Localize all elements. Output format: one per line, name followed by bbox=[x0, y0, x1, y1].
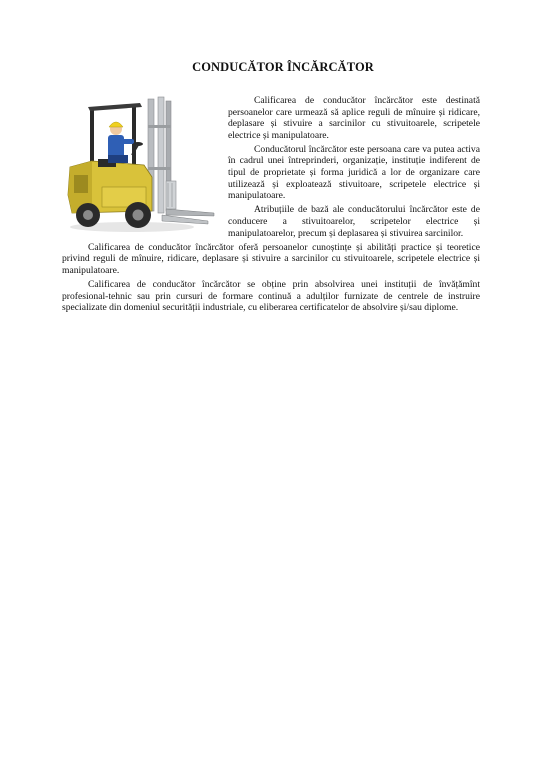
paragraph-certification: Calificarea de conducător încărcător se obține prin absolvirea unei instituții de învățămînt profesional-tehnic sau prin cursuri de formare continuă a adulților furnizate de centrele de instruire specializate din domeniul securității industriale, cu eliberarea certificatelor de absolvire și/sau diplome. bbox=[62, 278, 480, 314]
document-title: CONDUCĂTOR ÎNCĂRCĂTOR bbox=[192, 60, 374, 74]
forklift-illustration bbox=[62, 95, 222, 235]
document-page bbox=[62, 60, 480, 314]
paragraph-role-definition: Conducătorul încărcător este persoana care va putea activa în cadrul unei întreprinderi, organizație, instituție indiferent de tipul de proprietate și forma juridică a lor de organizare care utilizează și exploatează stivuitoare, scripetele electrice și manipulatoare. bbox=[228, 143, 480, 202]
forklift-icon bbox=[62, 95, 222, 235]
paragraph-destination: Calificarea de conducător încărcător este destinată persoanelor care urmează să aplice reguli de mînuire și ridicare, deplasare și stivuire a sarcinilor cu stivuitoarele, scripetele electrice și manipulatoare. bbox=[228, 95, 480, 141]
paragraph-skills: Calificarea de conducător încărcător oferă persoanelor cunoștințe și abilități practice și teoretice privind reguli de mînuire, ridicare, deplasare și stivuire a sarcinilor cu stivuitoarele, scripetele electrice și manipulatoare. bbox=[62, 241, 480, 276]
paragraph-duties: Atribuțiile de bază ale conducătorului încărcător este de conducere a stivuitoarelor, scripetelor electrice și manipulatoarelor, precum și deplasarea și stivuirea sarcinilor. bbox=[228, 204, 480, 239]
